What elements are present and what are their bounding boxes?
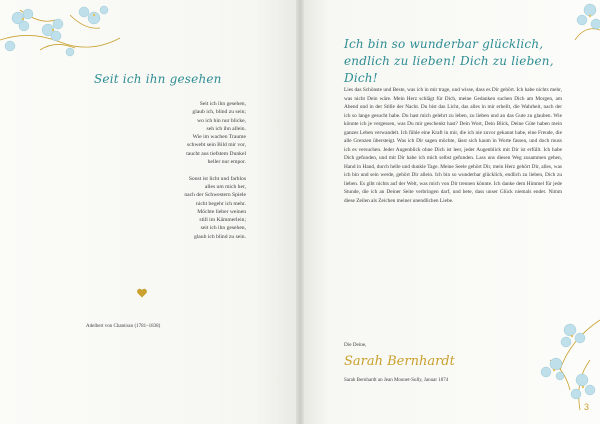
poem-author: Adelbert von Chamisso (1781–1838) [86,324,161,329]
poem-line: seit ich ihn gesehen, [200,225,246,232]
poem-line: glaub ich blind zu sein. [193,233,246,240]
poem-line: heller nur empor. [207,159,246,166]
poem-line: still im Kämmerlein; [199,217,246,224]
signature: Sarah Bernhardt [344,354,455,369]
poem-line: alles um mich her, [204,183,246,190]
poem-line: schwebt sein Bild mir vor, [187,142,246,149]
signature-note: Sarah Bernhardt an Jean Mounet-Sully, Januar 1874 [344,378,449,383]
poem-line: nicht begehr ich mehr. [195,200,246,207]
book-gutter [296,0,304,424]
page-number: 3 [584,402,590,412]
poem-title: Seit ich ihn gesehen [94,72,222,86]
poem-stanza-1 [106,100,246,166]
poem-line: Seit ich ihn gesehen, [199,101,246,107]
heart-icon [136,287,148,299]
poem-line: Möchte lieber weinen [197,208,246,215]
poem-stanza-2 [106,175,246,241]
letter-body [344,86,562,205]
poem-line: nach der Schwestern Spiele [184,192,246,199]
poem-line: seh ich ihn allein. [206,125,246,132]
poem-line: glaub ich, blind zu sein; [192,109,246,116]
flower-decoration-top-left-icon [0,0,130,70]
poem-line: Sonst ist licht und farblos [188,175,246,182]
poem [106,100,246,249]
poem-line: wo ich hin nur blicke, [197,117,246,124]
letter-paragraph: Lies das Schönste und Beste, was ich in mir trage, und wisse, dass es Dir gehört. Ich habe nichts mehr, was nicht Dein wäre. Mein Herz schlägt für Dich, meine Gedanken suchen Dich am Morgen, am Abend und in der Stille der Nacht. Du bist das Licht, das alles in mir erhellt, die Wahrheit, nach der ich so lange gesucht habe. Du hast mich gelehrt zu leben, zu lieben und an das Gute zu glauben. Wie könnte ich je vergessen, was Du mir geschenkt hast? Dein Wort, Dein Blick, Deine Güte haben mein ganzes Leben verwandelt. Ich fühle eine Kraft in mir, die ich nie zuvor gekannt habe, eine Freude, die alle Grenzen übersteigt. Was ich Dir sagen möchte, lässt sich kaum in Worte fassen, und doch muss ich es versuchen. Jeder Augenblick ohne Dich ist leer, jeder Augenblick mit Dir ist erfüllt. Ich habe Dich gefunden, und mit Dir habe ich mich selbst gefunden. Lass uns diesen Weg zusammen gehen, Hand in Hand, durch helle und dunkle Tage. Meine Seele gehört Dir, mein Herz gehört Dir, alles, was ich bin und sein werde, gehört Dir allein. Ich bin so wunderbar glücklich, endlich zu lieben, Dich zu lieben. Es gibt nichts auf der Welt, was mich von Dir trennen könnte. Ich danke dem Himmel für jede Stunde, die ich an Deiner Seite verbringen darf, und bete, dass unser Glück niemals endet. Nimm diese Zeilen als Zeichen meiner unendlichen Liebe. [344,87,562,204]
poem-line: Wie im wachen Traume [192,134,246,141]
letter-greeting: Die Deine, [344,342,367,348]
flower-decoration-top-right-icon [560,0,600,60]
poem-line: taucht aus tiefstem Dunkel [186,150,246,157]
letter-heading: Ich bin so wunderbar glücklich, endlich zu lieben! Dich zu lieben, Dich! [344,37,554,85]
